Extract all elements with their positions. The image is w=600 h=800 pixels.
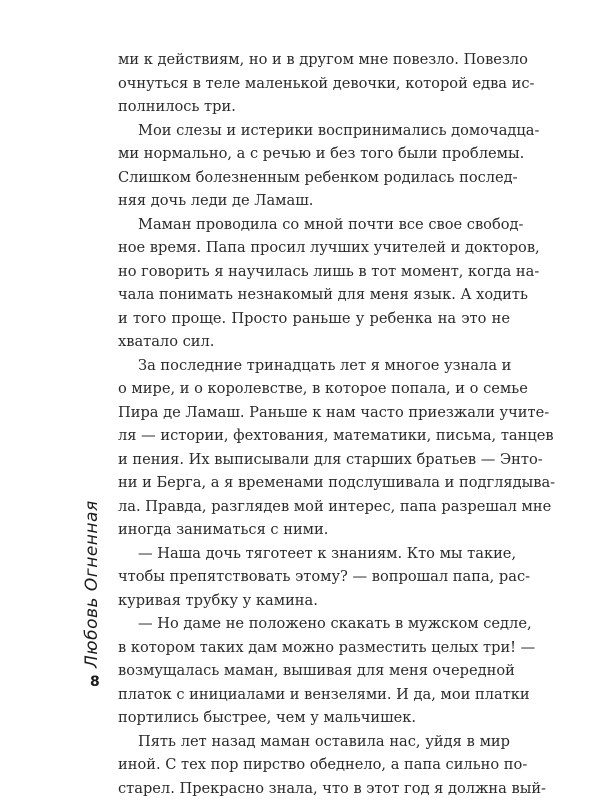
paragraph [118, 354, 510, 542]
text-line: куривая трубку у камина. [118, 589, 510, 613]
paragraph [118, 213, 510, 354]
text-line: ля — истории, фехтования, математики, письма, танцев [118, 424, 510, 448]
text-line: но говорить я научилась лишь в тот момент, когда на- [118, 260, 510, 284]
text-line: ми нормально, а с речью и без того были проблемы. [118, 142, 510, 166]
page-number: 8 [90, 674, 100, 690]
text-line: няя дочь леди де Ламаш. [118, 189, 510, 213]
paragraph [118, 542, 510, 613]
text-line: Пять лет назад маман оставила нас, уйдя в мир [118, 730, 510, 754]
text-line: возмущалась маман, вышивая для меня очередной [118, 659, 510, 683]
paragraph [118, 119, 510, 213]
text-line: и того проще. Просто раньше у ребенка на это не [118, 307, 510, 331]
text-line: и пения. Их выписывали для старших братьев — Энто- [118, 448, 510, 472]
text-line: в котором таких дам можно разместить целых три! — [118, 636, 510, 660]
text-line: платок с инициалами и вензелями. И да, мои платки [118, 683, 510, 707]
text-line: ми к действиям, но и в другом мне повезло. Повезло [118, 48, 510, 72]
text-line: о мире, и о королевстве, в которое попала, и о семье [118, 377, 510, 401]
text-line: — Наша дочь тяготеет к знаниям. Кто мы такие, [118, 542, 510, 566]
text-line: полнилось три. [118, 95, 510, 119]
text-line: портились быстрее, чем у мальчишек. [118, 706, 510, 730]
text-line: Пира де Ламаш. Раньше к нам часто приезжали учите- [118, 401, 510, 425]
paragraph [118, 48, 510, 119]
text-line: иногда заниматься с ними. [118, 518, 510, 542]
author-title-vertical: Любовь Огненная [82, 528, 108, 668]
text-line: очнуться в теле маленькой девочки, которой едва ис- [118, 72, 510, 96]
text-line: ла. Правда, разглядев мой интерес, папа разрешал мне [118, 495, 510, 519]
text-line: Мои слезы и истерики воспринимались домочадца- [118, 119, 510, 143]
text-line: Слишком болезненным ребенком родилась послед- [118, 166, 510, 190]
text-line: ни и Берга, а я временами подслушивала и подглядыва- [118, 471, 510, 495]
text-line: иной. С тех пор пирство обеднело, а папа сильно по- [118, 753, 510, 777]
paragraph [118, 612, 510, 730]
paragraph [118, 730, 510, 800]
text-line: чтобы препятствовать этому? — вопрошал папа, рас- [118, 565, 510, 589]
text-line: старел. Прекрасно знала, что в этот год я должна вый- [118, 777, 510, 800]
body-text [118, 48, 510, 800]
text-line: чала понимать незнакомый для меня язык. А ходить [118, 283, 510, 307]
text-line: ное время. Папа просил лучших учителей и докторов, [118, 236, 510, 260]
text-line: За последние тринадцать лет я многое узнала и [118, 354, 510, 378]
text-line: хватало сил. [118, 330, 510, 354]
text-line: Маман проводила со мной почти все свое свобод- [118, 213, 510, 237]
text-line: — Но даме не положено скакать в мужском седле, [118, 612, 510, 636]
